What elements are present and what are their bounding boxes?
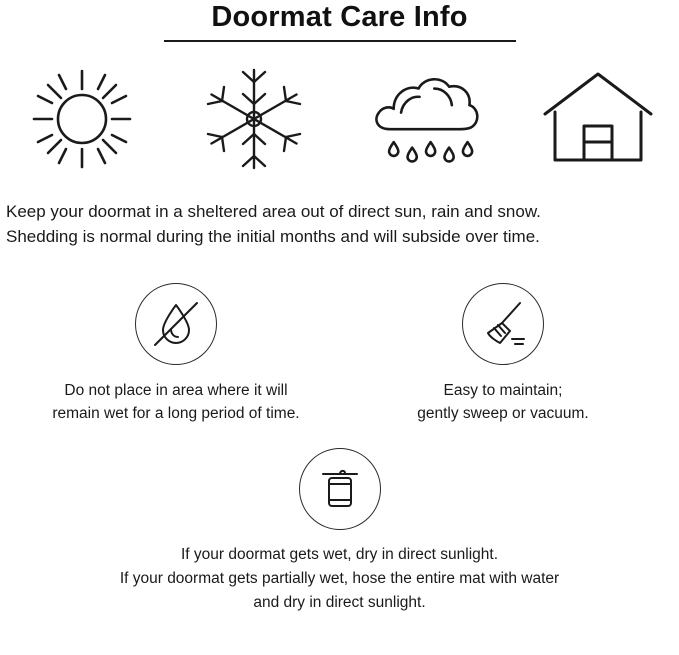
tip-sweep-line-2: gently sweep or vacuum. (417, 405, 589, 423)
house-icon (538, 64, 658, 174)
tip-no-water-text (52, 379, 299, 426)
tip-hang-dry-line-2: If your doormat gets partially wet, hose the entire mat with water (119, 569, 560, 587)
tip-sweep (353, 283, 653, 426)
intro-paragraph (6, 200, 673, 249)
weather-icon-row (0, 64, 679, 174)
page-title: Doormat Care Info (211, 1, 468, 33)
broom-icon (462, 283, 544, 365)
rain-cloud-icon (366, 64, 486, 174)
tip-no-water-line-1: Do not place in area where it will (64, 382, 288, 400)
tip-sweep-text (417, 379, 588, 426)
tip-hang-dry (0, 448, 679, 615)
hang-dry-icon (299, 448, 381, 530)
tip-hang-dry-text (120, 543, 559, 615)
page-title-block (0, 0, 679, 42)
no-water-icon (135, 283, 217, 365)
tip-hang-dry-line-3: and dry in direct sunlight. (253, 593, 426, 611)
tip-hang-dry-line-1: If your doormat gets wet, dry in direct sunlight. (180, 545, 499, 563)
title-underline (164, 40, 516, 42)
tip-sweep-line-1: Easy to maintain; (443, 382, 563, 400)
sun-icon (22, 64, 142, 174)
tips-row (0, 283, 679, 426)
intro-line-1: Keep your doormat in a sheltered area out of direct sun, rain and snow. (6, 201, 541, 221)
tip-no-water-line-2: remain wet for a long period of time. (52, 405, 300, 423)
intro-line-2: Shedding is normal during the initial months and will subside over time. (6, 226, 540, 246)
snowflake-icon (194, 64, 314, 174)
tip-no-water (26, 283, 326, 426)
